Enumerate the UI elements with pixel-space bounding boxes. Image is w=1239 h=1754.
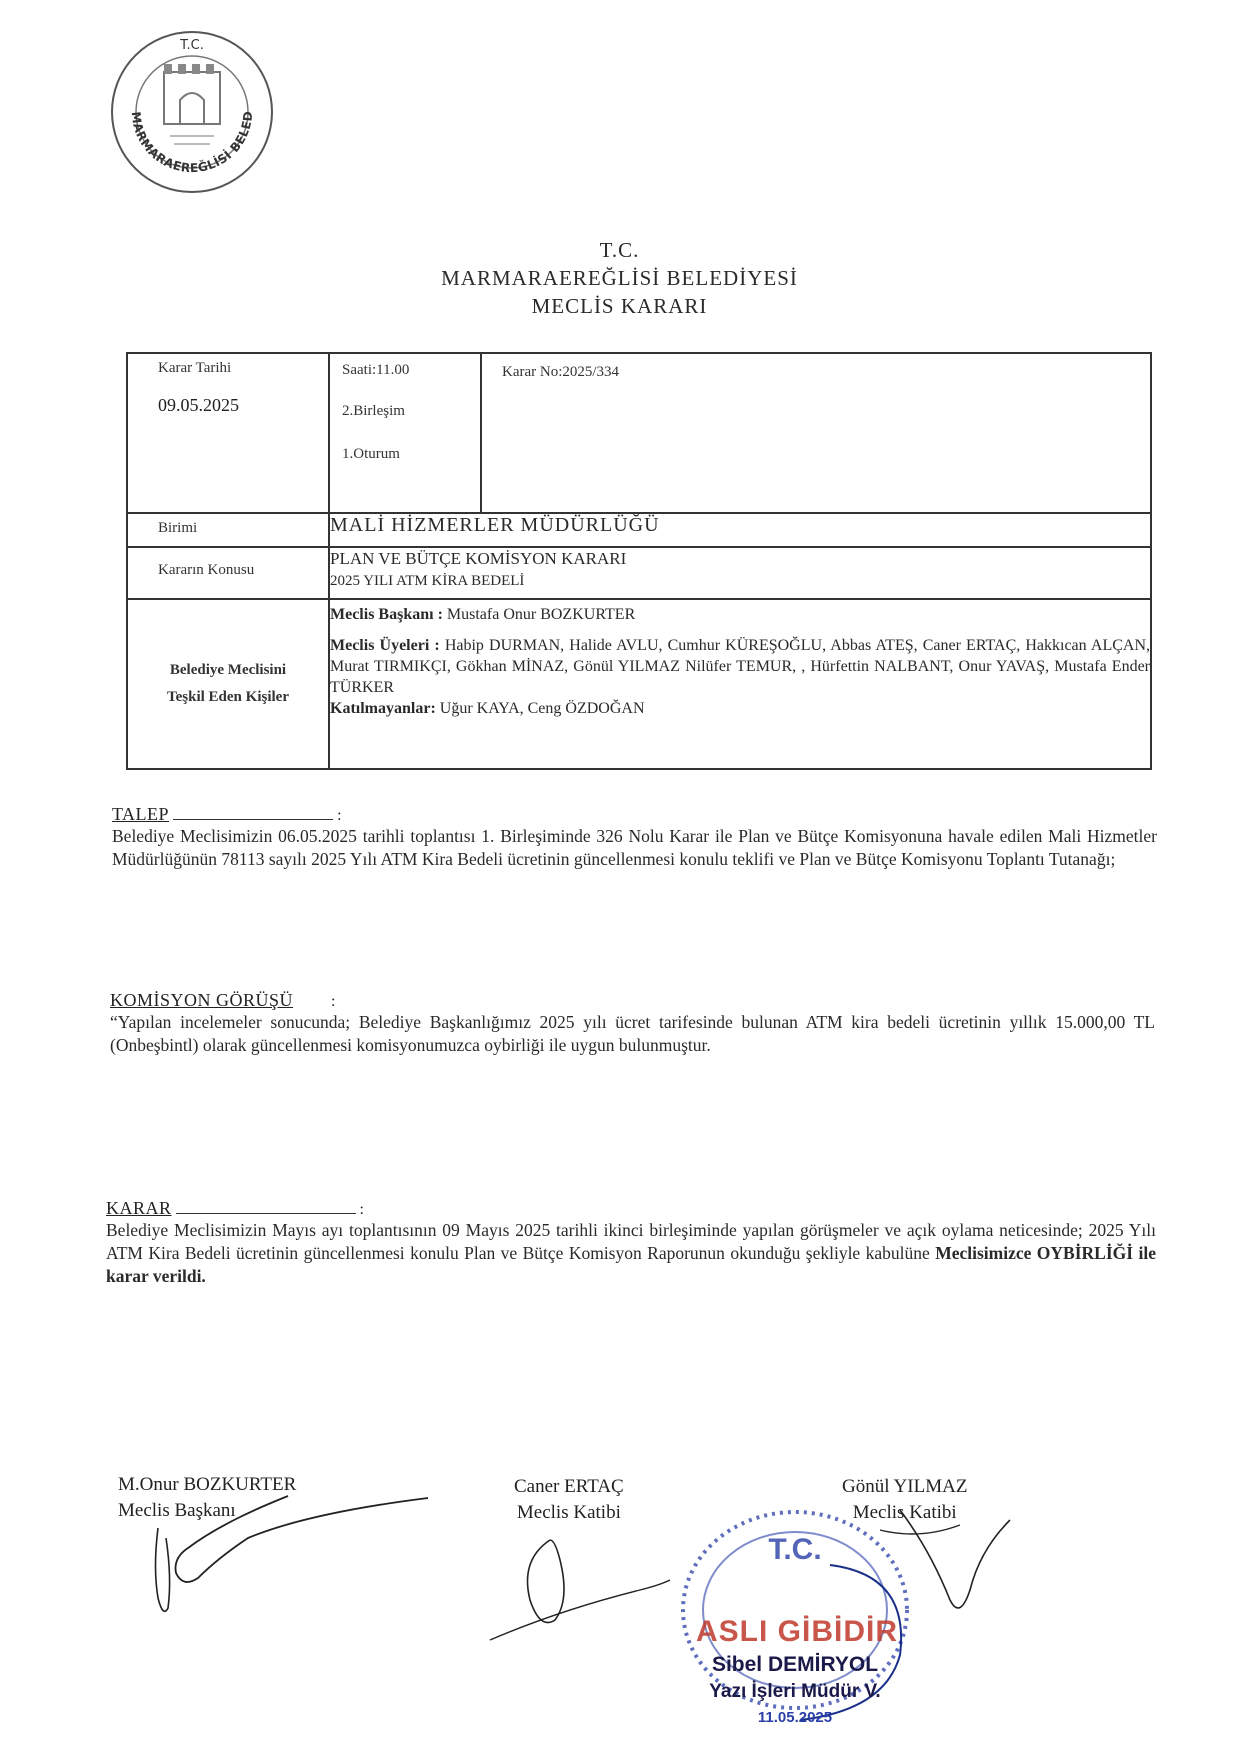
seal-top-text: T.C. bbox=[180, 38, 204, 53]
decision-section bbox=[106, 1198, 1156, 1288]
stamp-date: 11.05.2025 bbox=[757, 1709, 833, 1726]
decision-text: Belediye Meclisimizin Mayıs ayı toplantısının 09 Mayıs 2025 tarihli ikinci birleşiminde yapılan görüşmeler ve açık oylama neticesinde; 2025 Yılı ATM Kira Bedeli ücretinin güncellenmesi konulu Plan ve Bütçe Komisyon Raporunun okunduğu şekliyle kabulüne bbox=[106, 1220, 1156, 1263]
members-label-line1: Belediye Meclisini bbox=[169, 662, 287, 678]
document-header bbox=[0, 236, 1239, 320]
absent-row bbox=[330, 698, 1150, 719]
signature-secretary-1-name: Caner ERTAÇ bbox=[514, 1476, 624, 1497]
stamp-top-text: T.C. bbox=[768, 1533, 822, 1566]
request-body: Belediye Meclisimizin 06.05.2025 tarihli toplantısı 1. Birleşiminde 326 Nolu Karar ile Plan ve Bütçe Komisyonuna havale edilen Mali Hizmetler Müdürlüğünün 78113 sayılı 2025 Yılı ATM Kira Bedeli ücretinin güncellenmesi konulu teklifi ve Plan ve Bütçe Komisyonu Toplantı Tutanağı; bbox=[112, 826, 1157, 869]
signature-secretary-2-title: Meclis Katibi bbox=[852, 1502, 957, 1523]
request-heading bbox=[112, 804, 1157, 825]
signature-secretary-1 bbox=[514, 1474, 624, 1526]
subject-line-2: 2025 YILI ATM KİRA BEDELİ bbox=[330, 573, 525, 589]
president-label: Meclis Başkanı : bbox=[330, 606, 443, 623]
decision-no-cell bbox=[481, 353, 1151, 513]
absent-list: Uğur KAYA, Ceng ÖZDOĞAN bbox=[439, 700, 645, 717]
signature-secretary-1-title: Meclis Katibi bbox=[516, 1502, 621, 1523]
stamp-officer-title: Yazı İşleri Müdür V. bbox=[709, 1681, 881, 1702]
unit-label: Birimi bbox=[127, 513, 329, 547]
signature-secretary-1-scribble bbox=[480, 1530, 680, 1650]
decision-info-table bbox=[126, 352, 1152, 770]
signature-president-scribble bbox=[128, 1478, 448, 1628]
subject-line-1: PLAN VE BÜTÇE KOMİSYON KARARI bbox=[330, 549, 627, 568]
subject-label: Kararın Konusu bbox=[127, 547, 329, 599]
time-value: Saati:11.00 bbox=[342, 362, 410, 378]
president-row bbox=[330, 604, 1150, 625]
members-cell bbox=[329, 599, 1151, 769]
stamp-certified-text: ASLI GİBİDİR bbox=[695, 1615, 898, 1648]
commission-section bbox=[110, 990, 1155, 1057]
subject-value bbox=[329, 547, 1151, 599]
commission-title: KOMİSYON GÖRÜŞÜ bbox=[110, 990, 294, 1010]
commission-body: “Yapılan incelemeler sonucunda; Belediye Başkanlığımız 2025 yılı ücret tarifesinde bulunan ATM kira bedeli ücretinin yıllık 15.000,00 TL (Onbeşbintl) olarak güncellenmesi komisyonumuzca oybirliği ile uygun bulunmuştur. bbox=[110, 1012, 1155, 1055]
date-value: 09.05.2025 bbox=[158, 395, 239, 415]
signature-president-title: Meclis Başkanı bbox=[118, 1500, 236, 1521]
stamp-officer-name: Sibel DEMİRYOL bbox=[711, 1653, 879, 1676]
session-cell bbox=[329, 353, 481, 513]
request-title: TALEP bbox=[112, 804, 170, 824]
unit-value: MALİ HİZMERLER MÜDÜRLÜĞÜ bbox=[329, 513, 1151, 547]
session-value: 2.Birleşim bbox=[342, 403, 405, 419]
seal-ring-text: MARMARAEREĞLİSİ BELED bbox=[128, 110, 256, 176]
header-tc: T.C. bbox=[599, 238, 640, 262]
members-heading: Meclis Üyeleri : bbox=[330, 637, 440, 654]
members-label-cell bbox=[127, 599, 329, 769]
absent-label: Katılmayanlar: bbox=[330, 700, 436, 717]
header-municipality: MARMARAEREĞLİSİ BELEDİYESİ bbox=[441, 266, 798, 290]
commission-heading bbox=[110, 990, 1155, 1011]
decision-colon: : bbox=[359, 1201, 364, 1218]
request-section bbox=[112, 804, 1157, 871]
signature-president-name: M.Onur BOZKURTER bbox=[118, 1474, 297, 1495]
decision-number: Karar No:2025/334 bbox=[502, 364, 620, 380]
request-colon: : bbox=[337, 807, 342, 824]
commission-colon: : bbox=[331, 993, 336, 1010]
president-name: Mustafa Onur BOZKURTER bbox=[446, 606, 636, 623]
decision-title: KARAR bbox=[106, 1198, 172, 1218]
municipality-seal bbox=[108, 28, 276, 196]
certified-copy-stamp bbox=[660, 1505, 930, 1740]
decision-body bbox=[106, 1219, 1156, 1288]
decision-heading bbox=[106, 1198, 1156, 1219]
header-doc-type: MECLİS KARARI bbox=[531, 294, 708, 318]
sitting-value: 1.Oturum bbox=[342, 446, 400, 462]
date-cell bbox=[127, 353, 329, 513]
members-row bbox=[330, 635, 1150, 698]
members-list: Habip DURMAN, Halide AVLU, Cumhur KÜREŞOĞLU, Abbas ATEŞ, Caner ERTAÇ, Hakkıcan ALÇAN, Murat TIRMIKÇI, Gökhan MİNAZ, Gönül YILMAZ Nilüfer TEMUR, , Hürfettin NALBANT, Onur YAVAŞ, Mustafa Ender TÜRKER bbox=[330, 637, 1150, 696]
members-label-line2: Teşkil Eden Kişiler bbox=[167, 689, 289, 705]
signature-secretary-2-name: Gönül YILMAZ bbox=[842, 1476, 968, 1497]
decision-result: Meclisimizce OYBİRLİĞİ ile karar verildi. bbox=[106, 1243, 1156, 1286]
date-label: Karar Tarihi bbox=[158, 360, 232, 376]
